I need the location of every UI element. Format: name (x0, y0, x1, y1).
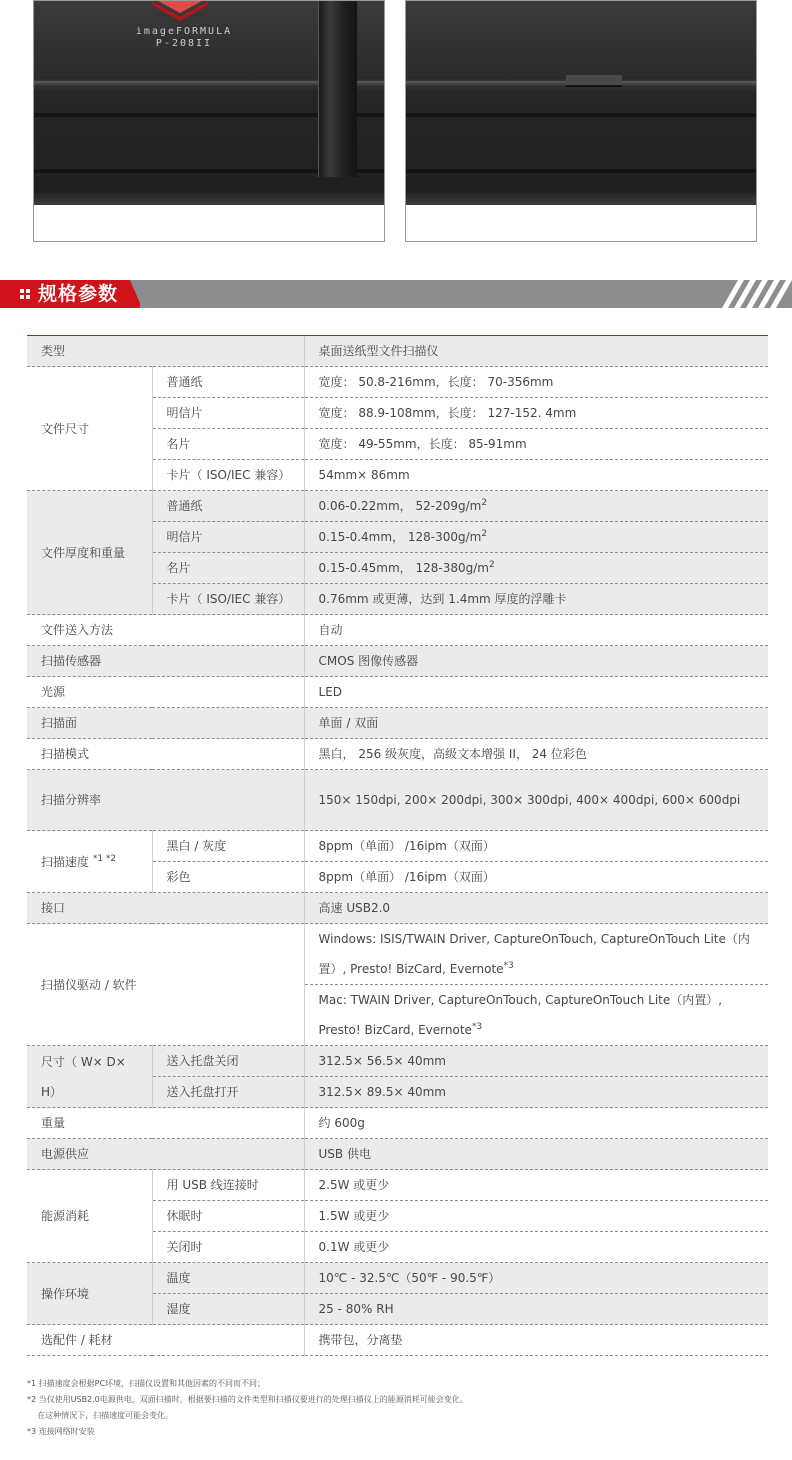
section-header (0, 280, 792, 308)
row-value: 黑白， 256 级灰度，高级文本增强 II， 24 位彩色 (304, 739, 768, 770)
row-label: 扫描传感器 (27, 646, 304, 677)
row-value: 桌面送纸型文件扫描仪 (304, 336, 768, 367)
table-row (27, 336, 768, 367)
row-value: USB 供电 (304, 1139, 768, 1170)
spec-table (27, 335, 768, 1356)
table-row (27, 831, 768, 862)
row-sublabel: 关闭时 (152, 1232, 304, 1263)
row-label: 接口 (27, 893, 304, 924)
row-label: 文件厚度和重量 (27, 491, 152, 615)
row-label: 操作环境 (27, 1263, 152, 1325)
row-value: 8ppm（单面） /16ipm（双面） (304, 831, 768, 862)
row-value: 携带包，分离垫 (304, 1325, 768, 1356)
scanner-image (406, 1, 756, 205)
row-value: 宽度： 50.8-216mm，长度： 70-356mm (304, 367, 768, 398)
brand-label (94, 26, 274, 50)
table-row (27, 1263, 768, 1294)
section-title-tab (0, 280, 140, 308)
row-value: 0.06-0.22mm， $52-209g/m^2$ (304, 491, 768, 522)
table-row (27, 677, 768, 708)
table-row (27, 1325, 768, 1356)
table-row (27, 491, 768, 522)
row-label: 尺寸（ W× D× H） (27, 1046, 152, 1108)
row-value: CMOS 图像传感器 (304, 646, 768, 677)
row-sublabel: 明信片 (152, 398, 304, 429)
table-row (27, 708, 768, 739)
table-row (27, 739, 768, 770)
row-sublabel: 送入托盘关闭 (152, 1046, 304, 1077)
footnote-2-cont: 在这种情况下，扫描速度可能会变化。 (27, 1411, 174, 1420)
row-label: 扫描仪驱动 / 软件 (27, 924, 304, 1046)
row-value: 8ppm（单面） /16ipm（双面） (304, 862, 768, 893)
row-value: 0.15-0.45mm， $128-380g/m^2$ (304, 553, 768, 584)
row-label: 电源供应 (27, 1139, 304, 1170)
row-value: Mac: TWAIN Driver, CaptureOnTouch, CaptureOnTouch Lite（内置）, Presto! BizCard, Evernote$^{*3}$ (304, 985, 768, 1046)
row-sublabel: 彩色 (152, 862, 304, 893)
row-value: 0.1W 或更少 (304, 1232, 768, 1263)
row-sublabel: 湿度 (152, 1294, 304, 1325)
row-value: 10℃ - 32.5℃（50℉ - 90.5℉） (304, 1263, 768, 1294)
row-sublabel: 普通纸 (152, 367, 304, 398)
row-value: 宽度： 88.9-108mm，长度： 127-152. 4mm (304, 398, 768, 429)
row-label: 扫描分辨率 (27, 770, 304, 831)
table-row (27, 893, 768, 924)
row-value: 单面 / 双面 (304, 708, 768, 739)
row-sublabel: 温度 (152, 1263, 304, 1294)
brand-line1: imageFORMULA (135, 26, 233, 37)
grid-icon (20, 289, 30, 299)
row-sublabel: 黑白 / 灰度 (152, 831, 304, 862)
scanner-image (34, 1, 384, 205)
row-value: LED (304, 677, 768, 708)
row-sublabel: 用 USB 线连接时 (152, 1170, 304, 1201)
row-label: 文件尺寸 (27, 367, 152, 491)
row-label: 选配件 / 耗材 (27, 1325, 304, 1356)
row-sublabel: 送入托盘打开 (152, 1077, 304, 1108)
product-photo-front (33, 0, 385, 242)
row-value: 25 - 80% RH (304, 1294, 768, 1325)
section-title: 规格参数 (38, 283, 119, 305)
table-row (27, 1139, 768, 1170)
table-row (27, 367, 768, 398)
footnote-3: *3 连接网络时安装 (27, 1427, 95, 1436)
table-row (27, 615, 768, 646)
row-value: 0.15-0.4mm， $128-300g/m^2$ (304, 522, 768, 553)
row-value: 1.5W 或更少 (304, 1201, 768, 1232)
row-sublabel: 明信片 (152, 522, 304, 553)
row-sublabel: 休眠时 (152, 1201, 304, 1232)
row-value: Windows: ISIS/TWAIN Driver, CaptureOnTouch, CaptureOnTouch Lite（内置）, Presto! BizCard, Evernote$^{*3}$ (304, 924, 768, 985)
row-label: 重量 (27, 1108, 304, 1139)
row-sublabel: 卡片（ ISO/IEC 兼容） (152, 460, 304, 491)
row-value: 312.5× 89.5× 40mm (304, 1077, 768, 1108)
row-value: 自动 (304, 615, 768, 646)
table-row (27, 1108, 768, 1139)
row-sublabel: 名片 (152, 429, 304, 460)
product-photo-back (405, 0, 757, 242)
brand-chevron-icon (152, 1, 208, 23)
row-value: 0.76mm 或更薄，达到 1.4mm 厚度的浮雕卡 (304, 584, 768, 615)
row-value: 2.5W 或更少 (304, 1170, 768, 1201)
row-label: 扫描模式 (27, 739, 304, 770)
row-value: 高速 USB2.0 (304, 893, 768, 924)
footnote-2: *2 当仅使用USB2.0电源供电，双面扫描时，根据要扫描的文件类型和扫描仪要进行的处理扫描仪上的能源消耗可能会变化。 (27, 1395, 468, 1404)
row-value: 312.5× 56.5× 40mm (304, 1046, 768, 1077)
row-label: 扫描面 (27, 708, 304, 739)
table-row (27, 770, 768, 831)
row-value: 宽度： 49-55mm，长度： 85-91mm (304, 429, 768, 460)
brand-line2: P-208II (155, 38, 213, 49)
row-label: 能源消耗 (27, 1170, 152, 1263)
table-row (27, 924, 768, 985)
table-row (27, 1170, 768, 1201)
row-sublabel: 普通纸 (152, 491, 304, 522)
row-sublabel: 名片 (152, 553, 304, 584)
row-label: 光源 (27, 677, 304, 708)
row-value: 约 600g (304, 1108, 768, 1139)
footnote-1: *1 扫描速度会根据PC环境，扫描仪设置和其他因素的不同而不同； (27, 1379, 266, 1388)
row-label: 类型 (27, 336, 304, 367)
row-value: 150× 150dpi, 200× 200dpi, 300× 300dpi, 400× 400dpi, 600× 600dpi (304, 770, 768, 831)
row-value: 54mm× 86mm (304, 460, 768, 491)
footnotes (27, 1376, 767, 1440)
row-label: 扫描速度 $^{*1 *2}$ (27, 831, 152, 893)
row-label: 文件送入方法 (27, 615, 304, 646)
decorative-stripes (722, 280, 792, 308)
table-row (27, 1046, 768, 1077)
row-sublabel: 卡片（ ISO/IEC 兼容） (152, 584, 304, 615)
table-row (27, 646, 768, 677)
